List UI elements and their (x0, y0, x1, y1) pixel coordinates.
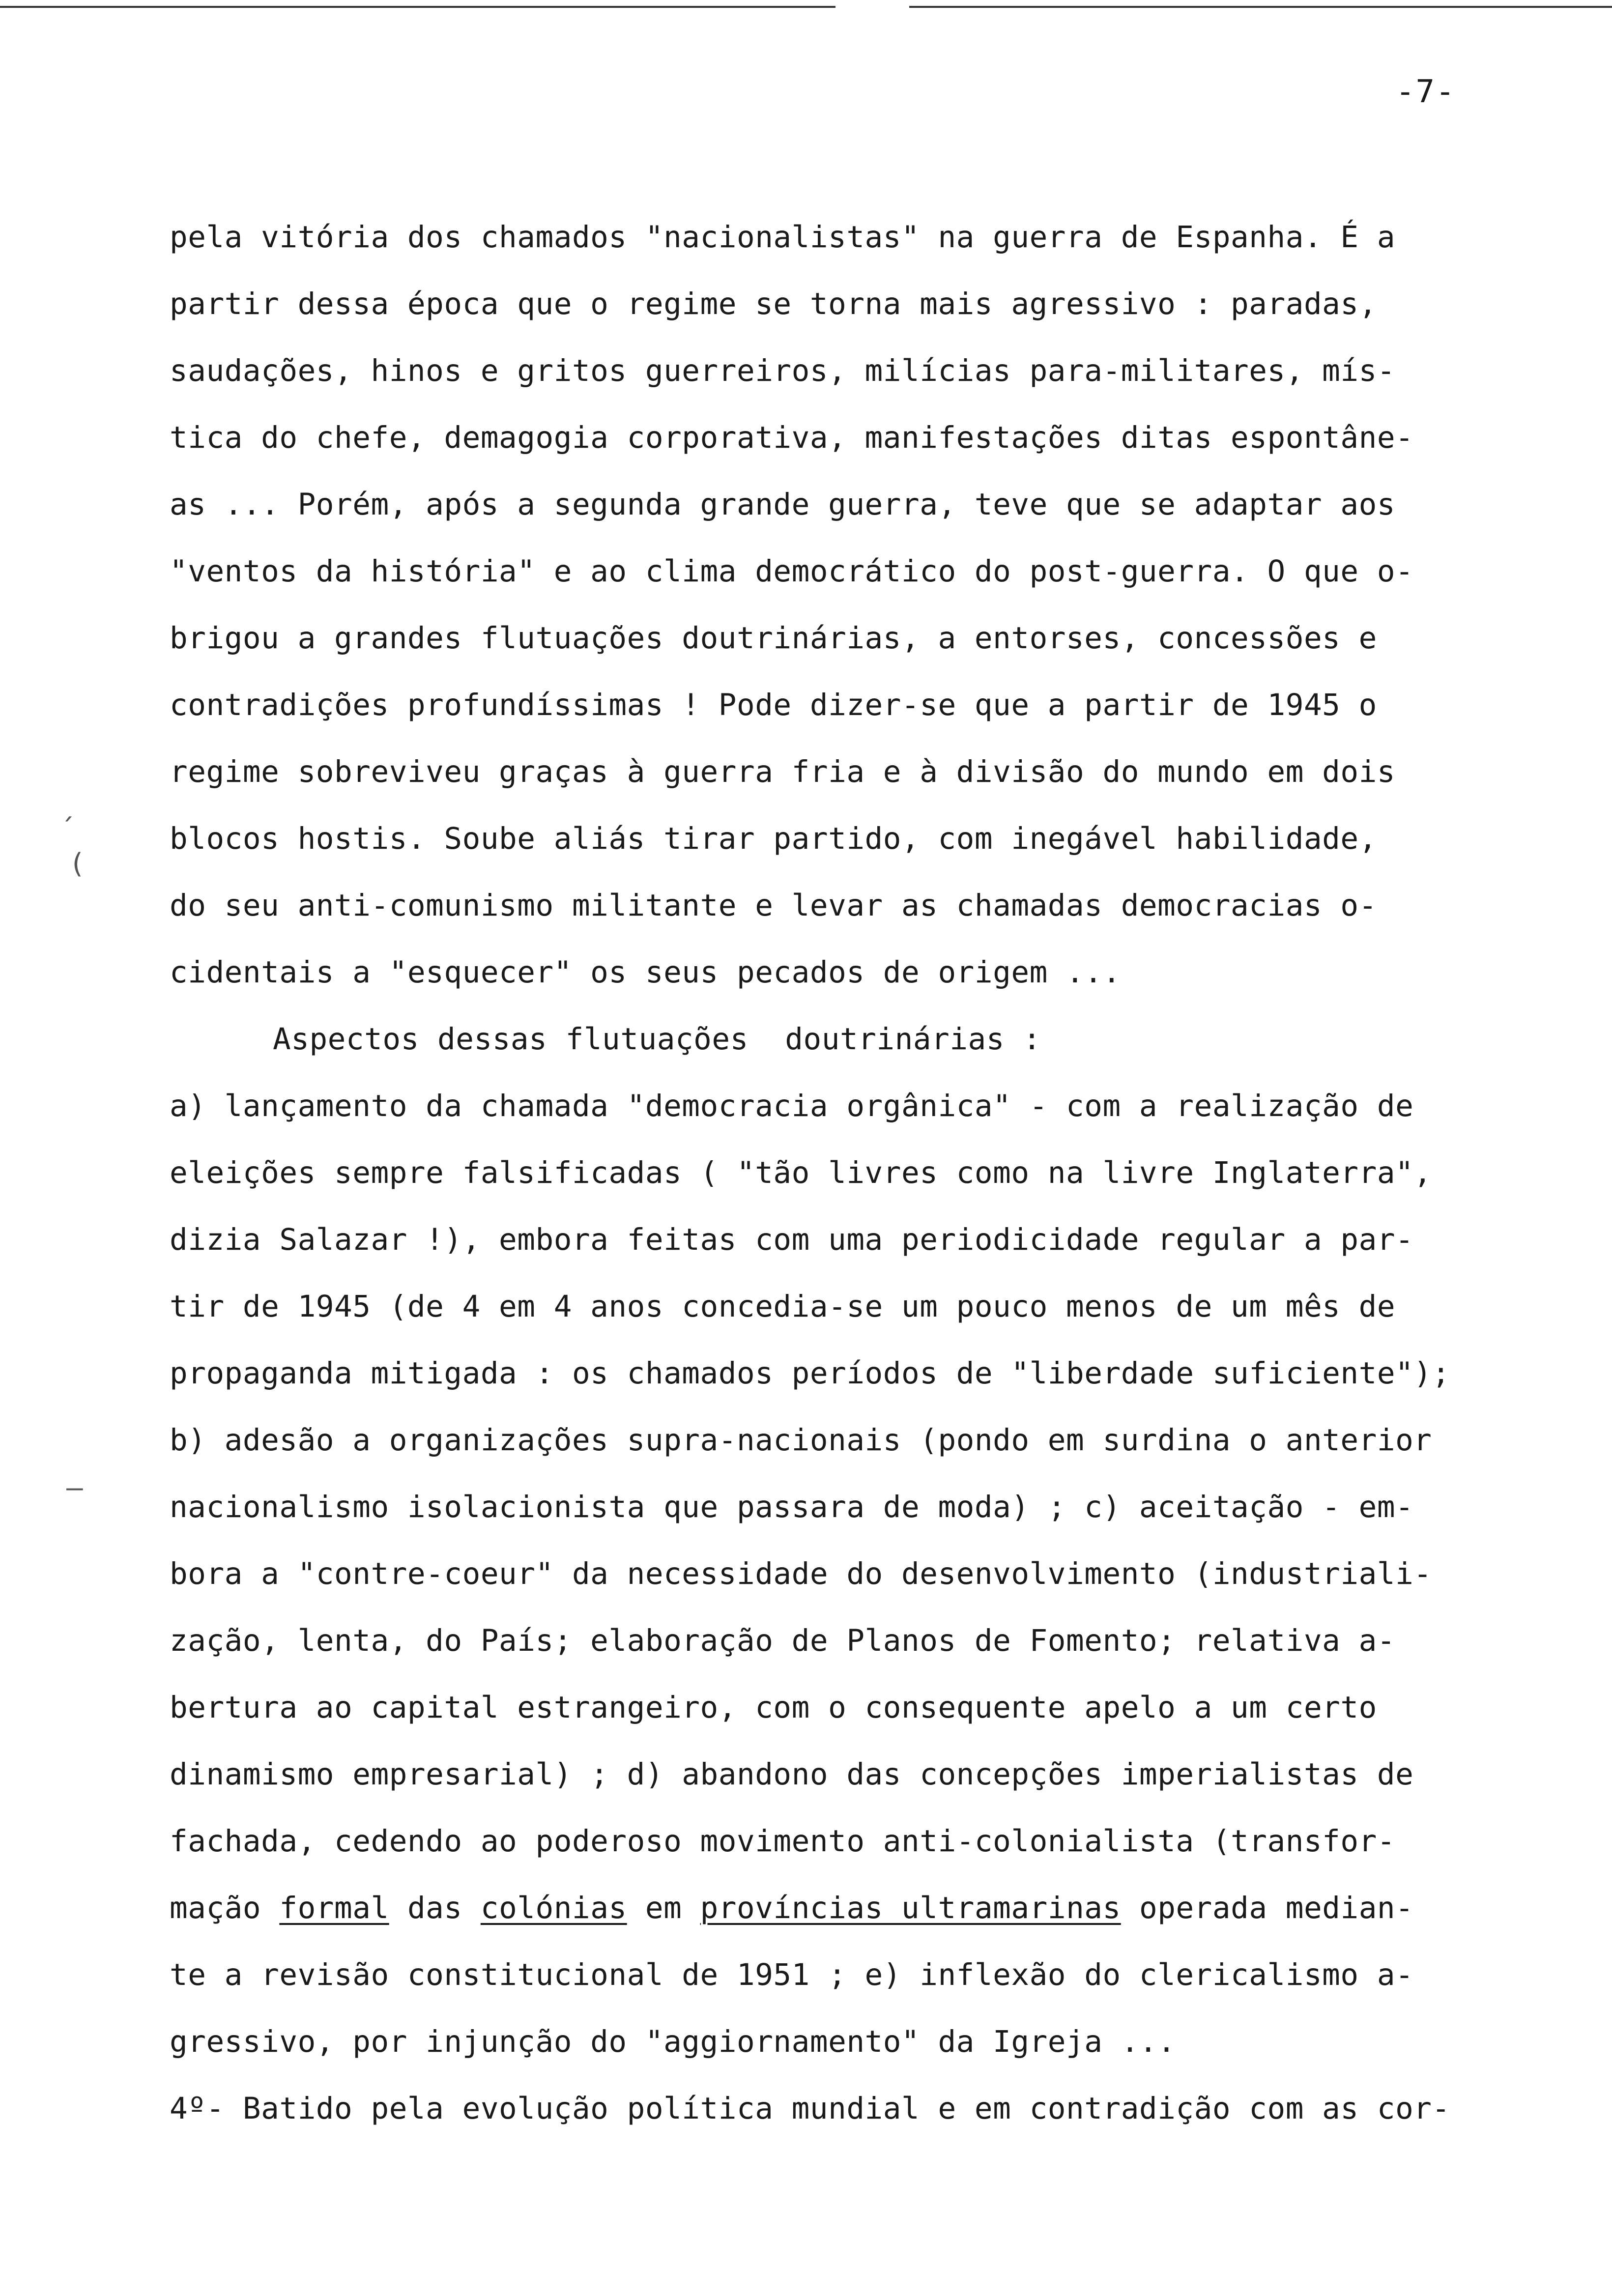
text-segment: operada median- (1121, 1891, 1414, 1925)
underlined-word: províncias ultramarinas (700, 1891, 1121, 1925)
text-line: bertura ao capital estrangeiro, com o consequente apelo a um certo (170, 1690, 1377, 1725)
underlined-word: formal (279, 1891, 389, 1925)
margin-mark: – (66, 1472, 83, 1504)
top-rule-right (909, 6, 1612, 8)
text-line: blocos hostis. Soube aliás tirar partido, com inegável habilidade, (170, 821, 1377, 856)
text-line: as ... Porém, após a segunda grande guerra, teve que se adaptar aos (170, 487, 1396, 522)
text-line: dizia Salazar !), embora feitas com uma periodicidade regular a par- (170, 1222, 1414, 1257)
text-line: zação, lenta, do País; elaboração de Planos de Fomento; relativa a- (170, 1623, 1396, 1658)
document-body (170, 204, 1580, 2142)
text-line: contradições profundíssimas ! Pode dizer-se que a partir de 1945 o (170, 688, 1377, 722)
text-line: a) lançamento da chamada "democracia orgânica" - com a realização de (170, 1089, 1414, 1123)
text-line: gressivo, por injunção do "aggiornamento" da Igreja ... (170, 2024, 1176, 2059)
text-line: "ventos da história" e ao clima democrático do post-guerra. O que o- (170, 554, 1414, 589)
text-line: nacionalismo isolacionista que passara de moda) ; c) aceitação - em- (170, 1490, 1414, 1524)
text-line: saudações, hinos e gritos guerreiros, milícias para-militares, mís- (170, 353, 1396, 388)
text-line: tica do chefe, demagogia corporativa, manifestações ditas espontâne- (170, 420, 1414, 455)
margin-mark: ( (69, 848, 86, 880)
text-segment: em (627, 1891, 700, 1925)
margin-mark: ´ (59, 813, 76, 845)
text-line-underlined (170, 1875, 1580, 1942)
text-segment: das (389, 1891, 481, 1925)
text-line: fachada, cedendo ao poderoso movimento anti-colonialista (transfor- (170, 1824, 1396, 1859)
text-line: te a revisão constitucional de 1951 ; e) inflexão do clericalismo a- (170, 1957, 1414, 1992)
text-line: do seu anti-comunismo militante e levar as chamadas democracias o- (170, 888, 1377, 923)
text-line: bora a "contre-coeur" da necessidade do desenvolvimento (industriali- (170, 1556, 1432, 1591)
text-line: b) adesão a organizações supra-nacionais (pondo em surdina o anterior (170, 1423, 1432, 1458)
page-number: -7- (1396, 74, 1456, 110)
text-line: 4º- Batido pela evolução política mundial e em contradição com as cor- (170, 2091, 1450, 2126)
text-line: regime sobreviveu graças à guerra fria e à divisão do mundo em dois (170, 754, 1396, 789)
text-segment: mação (170, 1891, 280, 1925)
text-line: dinamismo empresarial) ; d) abandono das concepções imperialistas de (170, 1757, 1414, 1792)
text-line: tir de 1945 (de 4 em 4 anos concedia-se um pouco menos de um mês de (170, 1289, 1396, 1324)
text-line: propaganda mitigada : os chamados períodos de "liberdade suficiente"); (170, 1356, 1450, 1391)
text-line: cidentais a "esquecer" os seus pecados de origem ... (170, 955, 1121, 990)
text-line: pela vitória dos chamados "nacionalistas" na guerra de Espanha. É a (170, 220, 1396, 255)
text-line: partir dessa época que o regime se torna mais agressivo : paradas, (170, 287, 1377, 321)
underlined-word: colónias (480, 1891, 627, 1925)
text-line: eleições sempre falsificadas ( "tão livres como na livre Inglaterra", (170, 1155, 1432, 1190)
text-line: brigou a grandes flutuações doutrinárias, a entorses, concessões e (170, 621, 1377, 656)
section-heading: Aspectos dessas flutuações doutrinárias : (273, 1022, 1041, 1057)
top-rule-left (0, 6, 835, 8)
